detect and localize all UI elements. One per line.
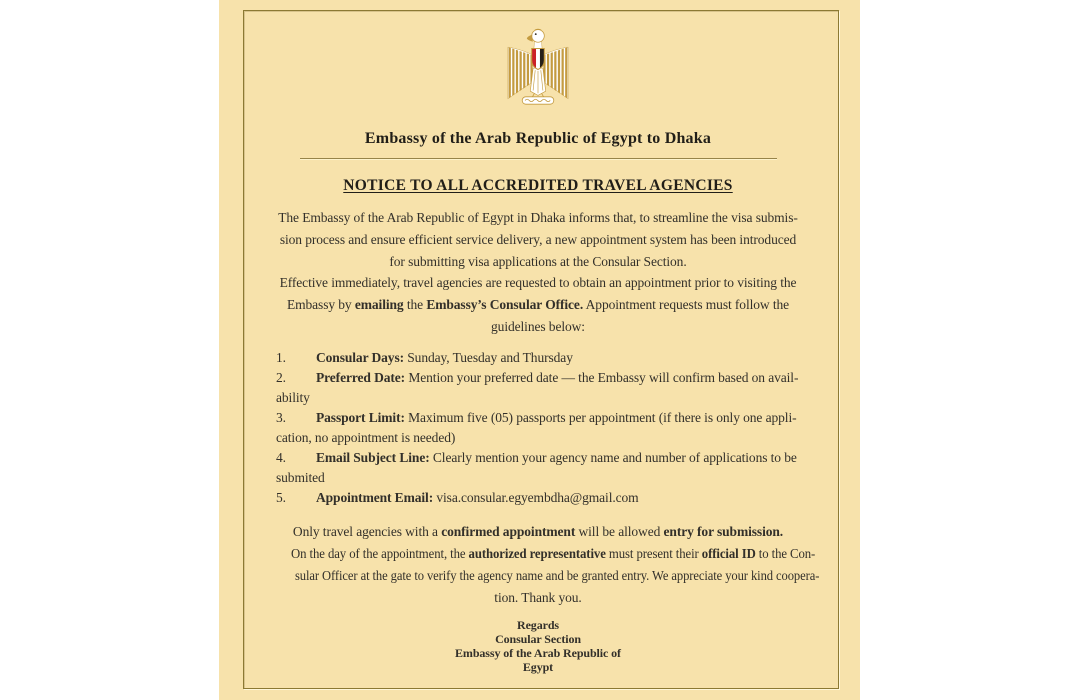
text-run: must present their [605,545,702,561]
text-line [276,565,820,587]
text-line [276,468,800,488]
text-line [276,632,800,646]
embassy-notice-document [219,0,860,700]
bold-text: confirmed appointment [441,523,576,539]
bold-text: Appointment Email: [316,489,434,505]
list-number: 2. [276,369,286,385]
text-line [276,428,800,448]
list-number: 1. [276,349,286,365]
list-number: 5. [276,489,286,505]
closing-block [276,521,820,609]
text-run: Sunday, Tuesday and Thursday [404,349,573,365]
title-divider [300,158,777,159]
bold-text: official ID [701,545,756,561]
text-line [276,488,800,508]
text-run: Only travel agencies with a [292,523,442,539]
text-line [276,251,800,273]
text-run: sular Officer at the gate to verify the agency name and be granted entry. We appreciate your kind coopera- [295,567,820,583]
document-body [276,207,820,674]
text-run: Maximum five (05) passports per appointment (if there is only one appli- [404,409,797,425]
text-run: will be allowed [575,523,664,539]
bold-text: Passport Limit: [316,409,405,425]
text-run: sion process and ensure efficient service delivery, a new appointment system has been introduced [279,231,797,247]
text-run: Effective immediately, travel agencies are requested to obtain an appointment prior to visiting the [279,275,797,291]
text-line [276,368,800,388]
signature-block [276,618,800,674]
bold-text: Preferred Date: [316,369,406,385]
text-run: the [403,297,427,313]
paragraph-block [276,272,800,337]
paragraph-block [276,207,800,272]
notice-heading: NOTICE TO ALL ACCREDITED TRAVEL AGENCIES [343,177,733,194]
text-line [276,388,800,408]
text-line [276,207,800,229]
egypt-coat-of-arms-emblem [276,26,800,106]
text-run: Mention your preferred date — the Embassy will confirm based on avail- [405,369,799,385]
eagle-of-saladin-icon [503,26,573,106]
text-line [276,272,800,294]
text-run: tion. Thank you. [494,589,582,605]
text-line [276,543,816,565]
text-run: Embassy of the Arab Republic of [455,645,621,660]
text-line [276,587,800,609]
text-line [276,448,800,468]
bold-text: emailing [354,297,404,313]
text-run: Clearly mention your agency name and number of applications to be [429,449,797,465]
text-run: visa.consular.egyembdha@gmail.com [433,489,639,505]
text-run: Egypt [522,659,554,674]
document-content [276,0,820,674]
list-block [276,348,800,508]
text-line [276,348,800,368]
text-line [276,408,800,428]
bold-text: Email Subject Line: [316,449,430,465]
list-number: 4. [276,449,286,465]
text-line [276,316,800,338]
text-run: Embassy by [286,297,355,313]
bold-text: Consular Days: [316,349,404,365]
bold-text: entry for submission. [663,523,784,539]
text-line [276,618,800,632]
text-run: Regards [517,617,559,632]
text-run: On the day of the appointment, the [291,545,469,561]
text-line [276,646,800,660]
text-line [276,229,800,251]
text-run: Consular Section [495,631,581,646]
bold-text: Embassy’s Consular Office. [426,297,584,313]
embassy-title: Embassy of the Arab Republic of Egypt to Dhaka [364,130,712,147]
list-number: 3. [276,409,286,425]
text-line [276,521,800,543]
text-run: guidelines below: [491,318,585,334]
text-run: cation, no appointment is needed) [276,429,456,445]
text-run: Appointment requests must follow the [583,297,790,313]
text-run: for submitting visa applications at the Consular Section. [389,253,687,269]
text-line [276,294,800,316]
text-run: submited [276,469,325,485]
bold-text: authorized representative [468,545,606,561]
text-run: to the Con- [755,545,816,561]
text-line [276,660,800,674]
text-run: The Embassy of the Arab Republic of Egypt in Dhaka informs that, to streamline the visa submis- [278,210,798,225]
text-run: ability [276,389,310,405]
